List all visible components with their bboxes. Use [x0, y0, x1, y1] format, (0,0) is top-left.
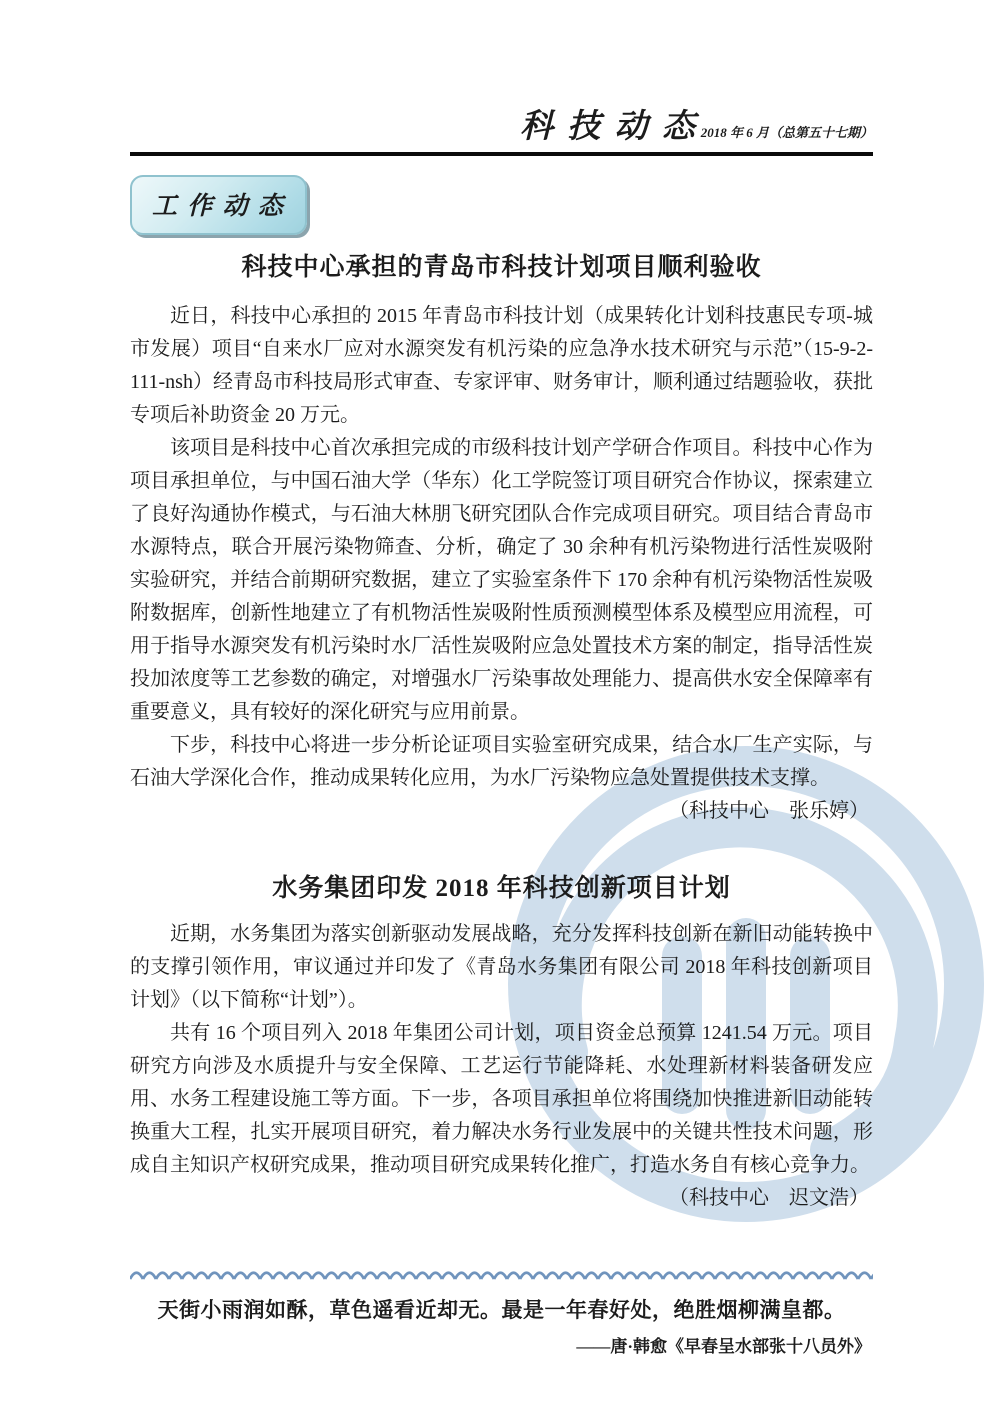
section-label: 工 作 动 态: [152, 193, 285, 220]
article-1-byline: （科技中心 张乐婷）: [669, 799, 869, 822]
content-column: [130, 0, 873, 1357]
article-2-paragraph-2: 共有 16 个项目列入 2018 年集团公司计划，项目资金总预算 1241.54 万元。项目研究方向涉及水质提升与安全保障、工艺运行节能降耗、水处理新材料装备研发应用、水务工程建设施工等方面。下一步，各项目承担单位将围绕加快推进新旧动能转换重大工程，扎实开展项目研究，着力解决水务行业发展中的关键共性技术问题，形成自主知识产权研究成果，推动项目研究成果转化推广，打造水务自有核心竞争力。: [130, 1021, 873, 1176]
masthead-title: 科 技 动 态: [519, 109, 698, 145]
section-label-box: [130, 175, 307, 235]
masthead-rule: [130, 152, 873, 156]
masthead-issue: 2018 年 6 月（总第五十七期）: [700, 125, 873, 140]
article-1-paragraph-3: 下步，科技中心将进一步分析论证项目实验室研究成果，结合水厂生产实际，与石油大学深化合作，推动成果转化应用，为水厂污染物应急处置提供技术支撑。: [130, 733, 873, 789]
article-1-paragraph-1: 近日，科技中心承担的 2015 年青岛市科技计划（成果转化计划科技惠民专项-城市发展）项目“自来水厂应对水源突发有机污染的应急净水技术研究与示范”（15-9-2-111-nsh）经青岛市科技局形式审查、专家评审、财务审计，顺利通过结题验收，获批专项后补助资金 20 万元。: [130, 304, 873, 426]
article-1-paragraph-2: 该项目是科技中心首次承担完成的市级科技计划产学研合作项目。科技中心作为项目承担单位，与中国石油大学（华东）化工学院签订项目研究合作协议，探索建立了良好沟通协作模式，与石油大林朋飞研究团队合作完成项目研究。项目结合青岛市水源特点，联合开展污染物筛查、分析，确定了 30 余种有机污染物进行活性炭吸附实验研究，并结合前期研究数据，建立了实验室条件下 170 余种有机污染物活性炭吸附数据库，创新性地建立了有机物活性炭吸附性质预测模型体系及模型应用流程，可用于指导水源突发有机污染时水厂活性炭吸附应急处置技术方案的制定，指导活性炭投加浓度等工艺参数的确定，对增强水厂污染事故处理能力、提高供水安全保障率有重要意义，具有较好的深化研究与应用前景。: [130, 436, 873, 723]
article-2-title: 水务集团印发 2018 年科技创新项目计划: [272, 874, 731, 902]
article-2-byline: （科技中心 迟文浩）: [669, 1186, 869, 1209]
masthead: [130, 100, 873, 147]
article-1-title: 科技中心承担的青岛市科技计划项目顺利验收: [241, 254, 762, 281]
article-2-paragraph-1: 近期，水务集团为落实创新驱动发展战略，充分发挥科技创新在新旧动能转换中的支撑引领作用，审议通过并印发了《青岛水务集团有限公司 2018 年科技创新项目计划》（以下简称“计划”）。: [130, 922, 873, 1011]
footer-poem: 天街小雨润如酥，草色遥看近却无。最是一年春好处，绝胜烟柳满皇都。: [157, 1297, 846, 1322]
wave-divider: [130, 1271, 873, 1281]
footer-poem-source: ——唐·韩愈《早春呈水部张十八员外》: [576, 1336, 871, 1356]
wave-divider-line: [130, 1271, 873, 1281]
